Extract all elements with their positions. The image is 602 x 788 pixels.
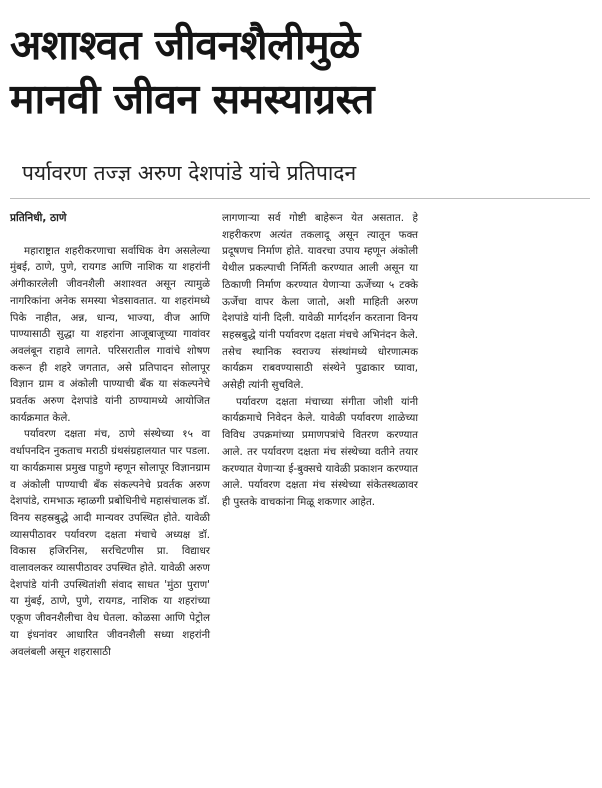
divider [10,198,590,199]
headline [10,18,590,126]
paragraph: पर्यावरण दक्षता मंचाच्या संगीता जोशी यांनी कार्यक्रमाचे निवेदन केले. यावेळी पर्यावरण शाळेच्या विविध उपक्रमांच्या प्रमाणपत्रांचे वितरण करण्यात आले. तर पर्यावरण दक्षता मंच संस्थेच्या वतीने तयार करण्यात येणाऱ्या ई-बुक्सचे यावेळी प्रकाशन करण्यात आले. पर्यावरण दक्षता मंच संस्थेच्या संकेतस्थळावर ही पुस्तके वाचकांना मिळू शकणार आहेत. [222,395,418,508]
subheadline: पर्यावरण तज्ज्ञ अरुण देशपांडे यांचे प्रतिपादन [22,161,357,185]
article-column-right [222,210,418,511]
article-column-left [10,210,210,660]
paragraph: पर्यावरण दक्षता मंच, ठाणे संस्थेच्या १५ वा वर्धापनदिन नुकताच मराठी ग्रंथसंग्रहालयात पार पडला. या कार्यक्रमास प्रमुख पाहुणे म्हणून सोलापूर विज्ञानग्राम व अंकोली पाण्याची बँक संकल्पनेचे प्रवर्तक अरुण देशपांडे, रामभाऊ म्हाळगी प्रबोधिनीचे महासंचालक डॉ. विनय सहस्रबुद्धे आदी मान्यवर उपस्थित होते. यावेळी व्यासपीठावर पर्यावरण दक्षता मंचाचे अध्यक्ष डॉ. विकास हजिरनिस, सरचिटणीस प्रा. विद्याधर वालावलकर व्यासपीठावर उपस्थित होते. यावेळी अरुण देशपांडे यांनी उपस्थितांशी संवाद साधत 'मुंठा पुराण' या मुंबई, ठाणे, पुणे, रायगड, नाशिक या शहरांच्या एकूण जीवनशैलीचा वेध घेतला. कोळसा आणि पेट्रोल या इंधनांवर आधारित जीवनशैली सध्या शहरांनी अवलंबली असून शहरासाठी [10,428,210,658]
byline: प्रतिनिधी, ठाणे [10,212,67,224]
headline-line-2: मानवी जीवन समस्याग्रस्त [10,75,374,123]
paragraph: लागणाऱ्या सर्व गोष्टी बाहेरून येत असतात. हे शहरीकरण अत्यंत तकलादू असून त्यातून फक्त प्रदूषणच निर्माण होते. यावरचा उपाय म्हणून अंकोली येथील प्रकल्पाची निर्मिती करण्यात आली असून या ठिकाणी निर्माण करण्यात येणाऱ्या ऊर्जेच्या ५ टक्के ऊर्जेचा वापर केला जातो, अशी माहिती अरुण देशपांडे यांनी दिली. यावेळी मार्गदर्शन करताना विनय सहस्रबुद्धे यांनी पर्यावरण दक्षता मंचचे अभिनंदन केले. तसेच स्थानिक स्वराज्य संस्थांमध्ये धोरणात्मक कार्यक्रम राबवण्यासाठी संस्थेने पुढाकार घ्यावा, असेही त्यांनी सुचविले. [222,212,418,392]
paragraph: महाराष्ट्रात शहरीकरणाचा सर्वाधिक वेग असलेल्या मुंबई, ठाणे, पुणे, रायगड आणि नाशिक या शहरांनी अंगीकारलेली जीवनशैली अशाश्वत असून त्यामुळे नागरिकांना अनेक समस्या भेडसावतात. या शहरांमध्ये पिके नाहीत, अन्न, धान्य, भाज्या, वीज आणि पाण्यासाठी सुद्धा या शहरांना आजूबाजूच्या गावांवर अवलंबून राहावे लागते. परिसरातील गावांचे शोषण करून ही शहरे जगतात, असे प्रतिपादन सोलापूर विज्ञान ग्राम व अंकोली पाण्याची बँक या संकल्पनेचे प्रवर्तक अरुण देशपांडे यांनी ठाण्यामध्ये आयोजित कार्यक्रमात केले. [10,244,210,424]
headline-line-1: अशाश्वत जीवनशैलीमुळे [10,21,360,69]
